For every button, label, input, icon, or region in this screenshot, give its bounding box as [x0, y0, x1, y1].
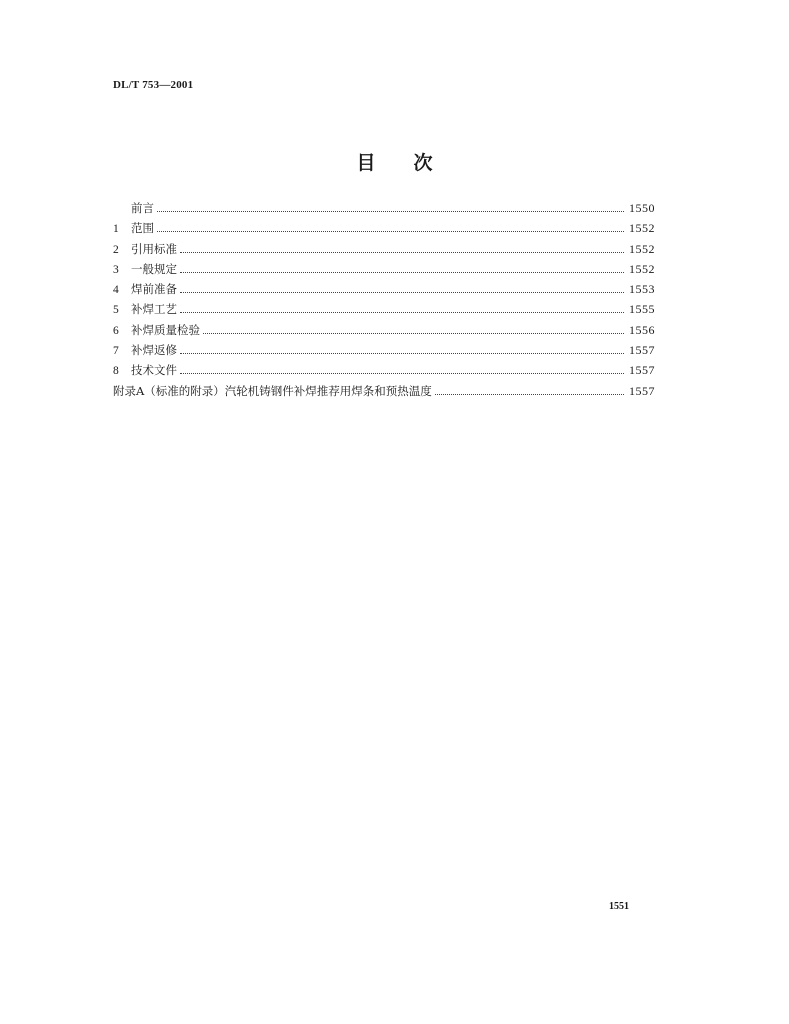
toc-entry-page: 1552 — [629, 261, 655, 276]
toc-entry-page: 1556 — [629, 322, 655, 337]
toc-entry-label: 引用标准 — [131, 241, 177, 256]
toc-entry-label: 技术文件 — [131, 363, 177, 378]
toc-entry-3[interactable] — [113, 261, 655, 281]
toc-entry-label: 前言 — [131, 201, 154, 215]
page-title: 目次 — [356, 152, 471, 174]
toc-entry-7[interactable] — [113, 342, 655, 362]
toc-entry-2[interactable] — [113, 241, 655, 261]
toc-entry-number: 5 — [113, 304, 119, 317]
toc-dot-leader — [180, 272, 624, 273]
toc-entry-foreword[interactable] — [113, 200, 655, 220]
toc-entry-number: 3 — [113, 263, 119, 276]
toc-dot-leader — [435, 394, 624, 395]
toc-entry-label: 补焊工艺 — [131, 302, 177, 317]
toc-dot-leader — [203, 333, 624, 334]
toc-entry-label: 焊前准备 — [131, 282, 177, 297]
toc-dot-leader — [180, 312, 624, 313]
toc-entry-page: 1552 — [629, 221, 655, 236]
toc-entry-number: 8 — [113, 365, 119, 378]
page-number: 1551 — [609, 901, 629, 912]
toc-entry-page: 1557 — [629, 383, 655, 398]
toc-entry-label: 附录A（标准的附录）汽轮机铸钢件补焊推荐用焊条和预热温度 — [113, 383, 432, 398]
toc-dot-leader — [180, 353, 624, 354]
toc-entry-page: 1557 — [629, 363, 655, 378]
toc-dot-leader — [157, 231, 624, 232]
toc-entry-number: 1 — [113, 223, 119, 236]
toc-entry-number: 7 — [113, 345, 119, 358]
toc-entry-label: 范围 — [131, 221, 154, 236]
toc-entry-label: 补焊返修 — [131, 343, 177, 358]
toc-entry-1[interactable] — [113, 220, 655, 240]
toc-dot-leader — [180, 373, 624, 374]
toc-entry-page: 1555 — [629, 302, 655, 317]
toc-dot-leader — [157, 211, 624, 212]
toc-entry-label: 补焊质量检验 — [131, 322, 200, 337]
document-code: DL/T 753—2001 — [113, 79, 194, 91]
toc-entry-4[interactable] — [113, 281, 655, 301]
toc-entry-page: 1557 — [629, 343, 655, 358]
toc-entry-8[interactable] — [113, 362, 655, 382]
toc-entry-number: 4 — [113, 284, 119, 297]
toc-dot-leader — [180, 252, 624, 253]
toc-entry-number: 2 — [113, 243, 119, 256]
toc-entry-appendix-a[interactable] — [113, 383, 655, 403]
table-of-contents — [113, 200, 655, 403]
toc-entry-5[interactable] — [113, 301, 655, 321]
toc-entry-label: 一般规定 — [131, 261, 177, 276]
toc-entry-number: 6 — [113, 324, 119, 337]
toc-entry-page: 1550 — [629, 201, 655, 215]
toc-entry-page: 1552 — [629, 241, 655, 256]
toc-entry-6[interactable] — [113, 322, 655, 342]
toc-entry-page: 1553 — [629, 282, 655, 297]
toc-dot-leader — [180, 292, 624, 293]
